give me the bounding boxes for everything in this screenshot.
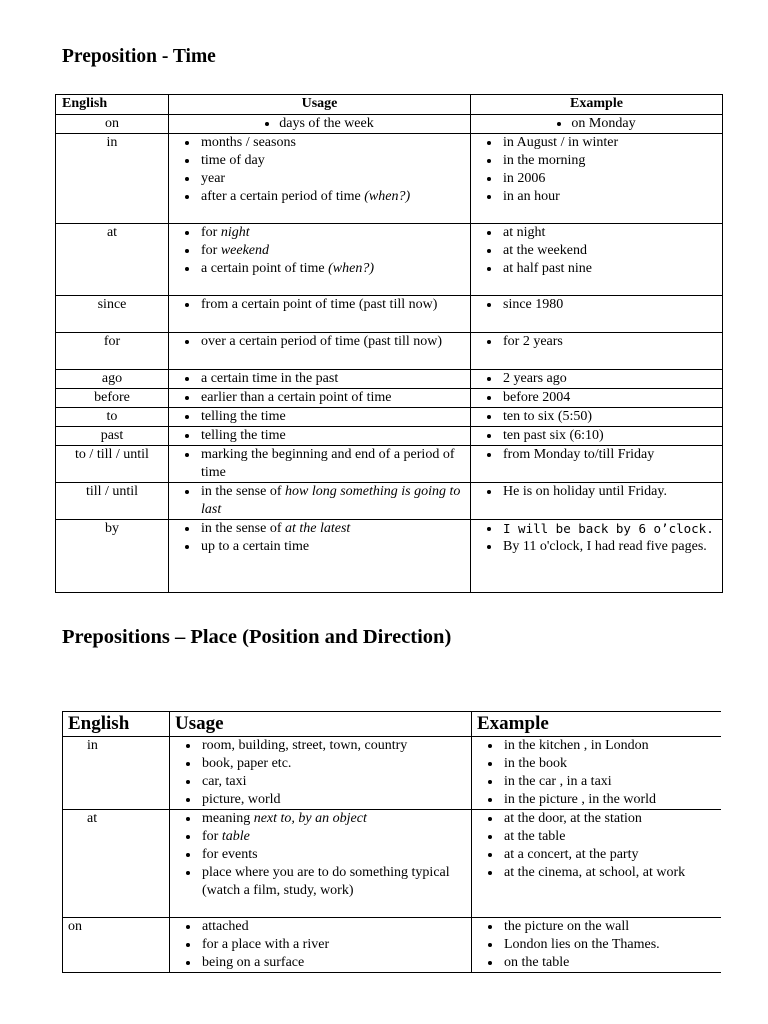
- usage-cell: [169, 446, 471, 483]
- table-row: [56, 427, 723, 446]
- example-cell: [471, 408, 723, 427]
- list-item-emphasis: table: [221, 829, 250, 844]
- list-item-emphasis: night: [220, 225, 250, 240]
- preposition-cell: to / till / until: [56, 446, 169, 483]
- table-row: [56, 520, 723, 593]
- list-item: picture, world: [174, 791, 467, 809]
- table-header-row: [63, 712, 733, 737]
- example-cell: [471, 427, 723, 446]
- preposition-cell: by: [56, 520, 169, 593]
- list-item: at half past nine: [475, 260, 718, 278]
- usage-cell: [169, 224, 471, 296]
- example-cell: [472, 737, 733, 810]
- list-item: earlier than a certain point of time: [173, 389, 466, 407]
- usage-cell: [170, 810, 472, 918]
- usage-cell: [169, 427, 471, 446]
- list-item: at the cinema, at school, at work: [476, 864, 728, 882]
- list-item: [174, 810, 467, 828]
- header-english: English: [63, 712, 170, 737]
- list-item: He is on holiday until Friday.: [475, 483, 718, 501]
- list-item: [173, 224, 466, 242]
- list-item: book, paper etc.: [174, 755, 467, 773]
- header-english: English: [56, 95, 169, 115]
- list-item: marking the beginning and end of a period of time: [173, 446, 466, 482]
- table-row: [56, 389, 723, 408]
- time-prepositions-table: [55, 94, 723, 593]
- list-item: at the table: [476, 828, 728, 846]
- list-item: at night: [475, 224, 718, 242]
- preposition-cell: to: [56, 408, 169, 427]
- list-item-text: for: [201, 243, 218, 258]
- header-usage: Usage: [169, 95, 471, 115]
- list-item: at the door, at the station: [476, 810, 728, 828]
- list-item-text: in the sense of: [201, 484, 282, 499]
- usage-cell: [169, 115, 471, 134]
- list-item: London lies on the Thames.: [476, 936, 728, 954]
- list-item: [173, 520, 466, 538]
- list-item: from a certain point of time (past till now): [173, 296, 466, 314]
- example-cell: [472, 810, 733, 918]
- preposition-cell: past: [56, 427, 169, 446]
- example-cell: [471, 370, 723, 389]
- example-cell: [472, 918, 733, 973]
- list-item: days of the week: [265, 115, 373, 133]
- example-cell: [471, 333, 723, 370]
- list-item: months / seasons: [173, 134, 466, 152]
- list-item: telling the time: [173, 427, 466, 445]
- table-row: [56, 224, 723, 296]
- list-item: being on a surface: [174, 954, 467, 972]
- list-item: year: [173, 170, 466, 188]
- list-item: ten to six (5:50): [475, 408, 718, 426]
- list-item: [173, 188, 466, 206]
- list-item: on the table: [476, 954, 728, 972]
- usage-cell: [169, 370, 471, 389]
- list-item: at a concert, at the party: [476, 846, 728, 864]
- list-item: at the weekend: [475, 242, 718, 260]
- list-item: in 2006: [475, 170, 718, 188]
- header-example: Example: [471, 95, 723, 115]
- list-item-emphasis: at the latest: [284, 521, 351, 536]
- list-item: over a certain period of time (past till now): [173, 333, 466, 351]
- example-cell: [471, 224, 723, 296]
- list-item: room, building, street, town, country: [174, 737, 467, 755]
- list-item: for 2 years: [475, 333, 718, 351]
- list-item: [173, 242, 466, 260]
- list-item: from Monday to/till Friday: [475, 446, 718, 464]
- table-row: [56, 446, 723, 483]
- table-row: [56, 370, 723, 389]
- table-row: [56, 115, 723, 134]
- header-usage: Usage: [170, 712, 472, 737]
- table-row: [63, 737, 733, 810]
- example-cell: [471, 115, 723, 134]
- usage-cell: [169, 333, 471, 370]
- list-item-text: a certain point of time: [201, 261, 325, 276]
- preposition-cell: till / until: [56, 483, 169, 520]
- list-item-text: after a certain period of time: [201, 189, 361, 204]
- table-row: [56, 408, 723, 427]
- example-cell: [471, 134, 723, 224]
- list-item: in the car , in a taxi: [476, 773, 728, 791]
- list-item: on Monday: [557, 115, 635, 133]
- example-cell: [471, 296, 723, 333]
- table-row: [63, 918, 733, 973]
- list-item: in the kitchen , in London: [476, 737, 728, 755]
- list-item: for events: [174, 846, 467, 864]
- list-item: 2 years ago: [475, 370, 718, 388]
- table-row: [63, 810, 733, 918]
- preposition-cell: before: [56, 389, 169, 408]
- usage-cell: [169, 296, 471, 333]
- example-cell: [471, 446, 723, 483]
- list-item: in August / in winter: [475, 134, 718, 152]
- page-edge-mask: [721, 700, 768, 980]
- list-item: place where you are to do something typical (watch a film, study, work): [174, 864, 467, 900]
- example-cell: [471, 389, 723, 408]
- list-item: time of day: [173, 152, 466, 170]
- list-item: I will be back by 6 o’clock.: [475, 520, 718, 538]
- list-item: in an hour: [475, 188, 718, 206]
- list-item: [173, 260, 466, 278]
- section-title-place: Prepositions – Place (Position and Direction): [62, 626, 452, 648]
- list-item: the picture on the wall: [476, 918, 728, 936]
- preposition-cell: since: [56, 296, 169, 333]
- list-item-text: for: [202, 829, 219, 844]
- list-item: car, taxi: [174, 773, 467, 791]
- preposition-cell: at: [63, 810, 170, 918]
- preposition-cell: in: [63, 737, 170, 810]
- table-row: [56, 483, 723, 520]
- example-cell: [471, 483, 723, 520]
- list-item-emphasis: weekend: [220, 243, 270, 258]
- preposition-cell: for: [56, 333, 169, 370]
- table-row: [56, 296, 723, 333]
- list-item-text: for: [201, 225, 218, 240]
- list-item-text: in the sense of: [201, 521, 282, 536]
- usage-cell: [169, 134, 471, 224]
- list-item: in the morning: [475, 152, 718, 170]
- list-item: By 11 o'clock, I had read five pages.: [475, 538, 718, 556]
- preposition-cell: ago: [56, 370, 169, 389]
- list-item-text: meaning: [202, 811, 251, 826]
- list-item-emphasis: next to, by an object: [253, 811, 367, 826]
- preposition-cell: on: [63, 918, 170, 973]
- list-item: in the picture , in the world: [476, 791, 728, 809]
- list-item: telling the time: [173, 408, 466, 426]
- preposition-cell: on: [56, 115, 169, 134]
- list-item: attached: [174, 918, 467, 936]
- list-item: up to a certain time: [173, 538, 466, 556]
- section-title-time: Preposition - Time: [62, 46, 216, 67]
- list-item: [174, 828, 467, 846]
- preposition-cell: at: [56, 224, 169, 296]
- usage-cell: [169, 408, 471, 427]
- usage-cell: [169, 483, 471, 520]
- usage-cell: [169, 520, 471, 593]
- table-header-row: [56, 95, 723, 115]
- example-cell: [471, 520, 723, 593]
- place-prepositions-table: [62, 711, 733, 973]
- list-item: [173, 483, 466, 519]
- usage-cell: [170, 918, 472, 973]
- usage-cell: [169, 389, 471, 408]
- list-item: before 2004: [475, 389, 718, 407]
- list-item-emphasis: how long something is going to last: [201, 484, 461, 517]
- list-item: for a place with a river: [174, 936, 467, 954]
- list-item: since 1980: [475, 296, 718, 314]
- list-item-emphasis: (when?): [364, 189, 411, 204]
- list-item-emphasis: (when?): [328, 261, 375, 276]
- list-item: a certain time in the past: [173, 370, 466, 388]
- list-item: in the book: [476, 755, 728, 773]
- list-item: ten past six (6:10): [475, 427, 718, 445]
- usage-cell: [170, 737, 472, 810]
- preposition-cell: in: [56, 134, 169, 224]
- header-example: Example: [472, 712, 733, 737]
- table-row: [56, 333, 723, 370]
- table-row: [56, 134, 723, 224]
